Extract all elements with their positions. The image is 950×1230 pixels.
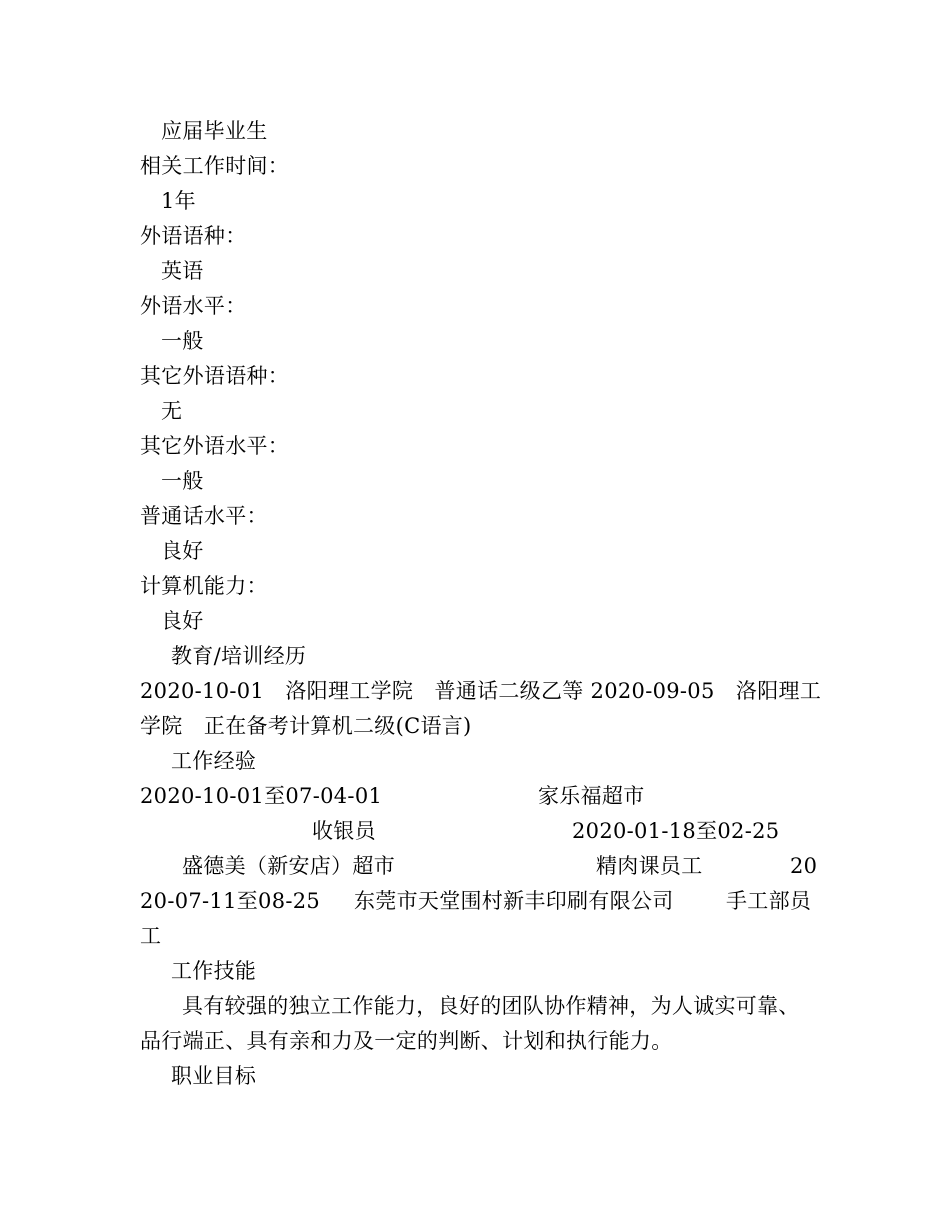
work2-dates: 2020-01-18至02-25	[572, 819, 780, 843]
work-time-value: 1年	[161, 189, 196, 213]
mandarin-value: 良好	[161, 539, 204, 563]
skills-line-2: 品行端正、具有亲和力及一定的判断、计划和执行能力。	[140, 1029, 673, 1053]
foreign-level-label: 外语水平：	[140, 294, 247, 318]
other-level-label: 其它外语水平：	[140, 434, 290, 458]
computer-label: 计算机能力：	[140, 574, 268, 598]
work-row-3	[140, 849, 818, 884]
other-level-value: 一般	[161, 469, 204, 493]
work3-role-start: 手工部员	[726, 889, 812, 913]
work3-role-end: 工	[140, 924, 162, 948]
work-row-4	[140, 884, 812, 919]
skills-heading: 工作技能	[171, 959, 257, 983]
goal-heading: 职业目标	[171, 1064, 257, 1088]
work3-dates-start: 20	[790, 854, 818, 878]
work-row-1	[140, 779, 812, 814]
computer-value: 良好	[161, 609, 204, 633]
education-line-1: 2020-10-01 洛阳理工学院 普通话二级乙等 2020-09-05 洛阳理工	[140, 679, 822, 703]
other-lang-value: 无	[161, 399, 183, 423]
work3-dates-end: 20-07-11至08-25	[140, 889, 321, 913]
other-lang-label: 其它外语语种：	[140, 364, 290, 388]
foreign-level-value: 一般	[161, 329, 204, 353]
skills-line-1: 具有较强的独立工作能力，良好的团队协作精神，为人诚实可靠、	[182, 994, 800, 1018]
foreign-lang-label: 外语语种：	[140, 224, 247, 248]
work-row-2	[140, 814, 812, 849]
work1-dates: 2020-10-01至07-04-01	[140, 784, 383, 808]
work2-role: 精肉课员工	[596, 854, 703, 878]
mandarin-label: 普通话水平：	[140, 504, 268, 528]
work-heading: 工作经验	[171, 749, 257, 773]
work-time-label: 相关工作时间：	[140, 154, 290, 178]
work2-company: 盛德美（新安店）超市	[182, 854, 395, 878]
education-line-2: 学院 正在备考计算机二级(C语言)	[140, 714, 472, 738]
resume-content	[140, 114, 822, 1094]
foreign-lang-value: 英语	[161, 259, 204, 283]
education-heading: 教育/培训经历	[171, 644, 307, 668]
status-value: 应届毕业生	[161, 119, 268, 143]
work1-company: 家乐福超市	[538, 784, 645, 808]
work1-role: 收银员	[312, 819, 376, 843]
work3-company: 东莞市天堂围村新丰印刷有限公司	[354, 889, 674, 913]
